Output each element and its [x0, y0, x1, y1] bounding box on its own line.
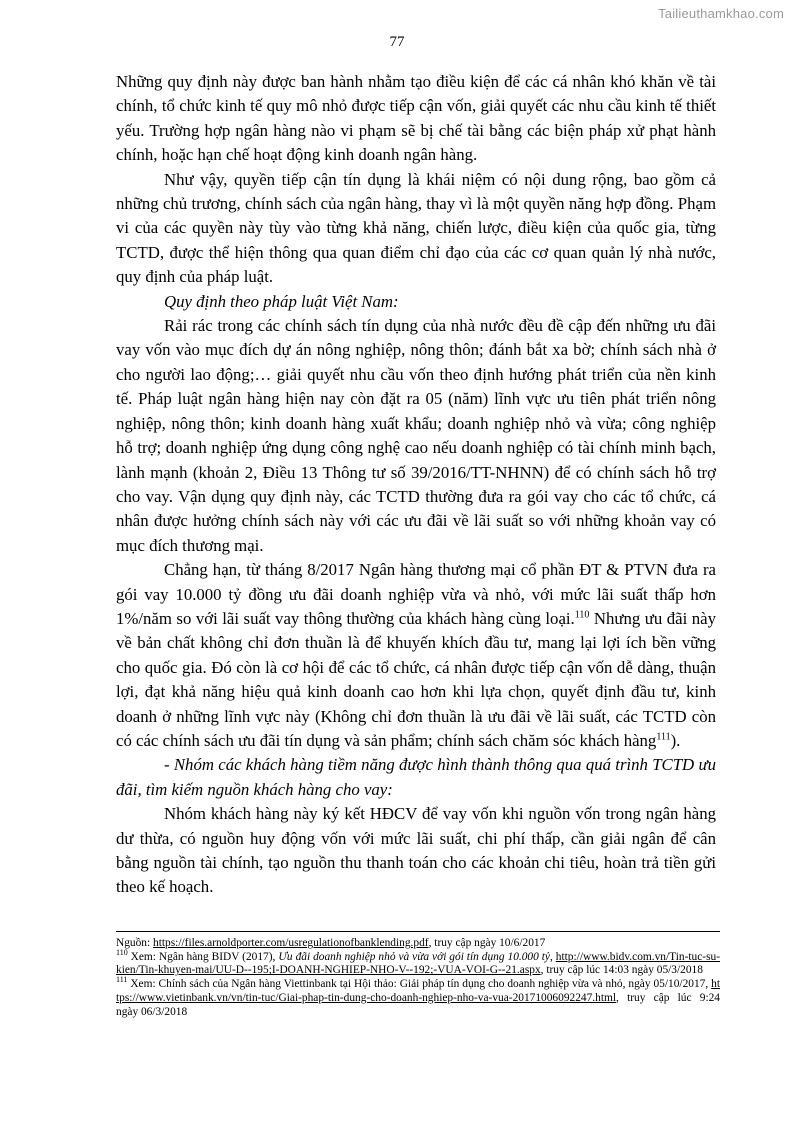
paragraph-4-part-1: Chẳng hạn, từ tháng 8/2017 Ngân hàng thương mại cổ phần ĐT & PTVN đưa ra gói vay 10.000 tỷ đồng ưu đãi doanh nghiệp vừa và nhỏ, với mức lãi suất thấp hơn 1%/năm so với lãi suất vay thông thường của khách hàng cùng loại.: [116, 560, 716, 628]
footnote-source-link[interactable]: https://files.arnoldporter.com/usregulationofbanklending.pdf: [153, 937, 429, 949]
footnote-111-text: Xem: Chính sách của Ngân hàng Viettinbank tại Hội thảo: Giải pháp tín dụng cho doanh nghiệp vừa và nhỏ, ngày 05/10/2017,: [127, 978, 712, 991]
footnote-divider: [116, 931, 720, 932]
page-number: 77: [389, 34, 405, 50]
footnote-ref-111[interactable]: 111: [656, 731, 671, 743]
footnote-111-link[interactable]: https://www.vietinbank.vn/vn/tin-tuc/Giai-phap-tin-dung-cho-doanh-nghiep-nho-va-vua-20171006092247.html: [116, 978, 720, 1004]
footnote-110: [116, 947, 720, 978]
footnote-110-title: Ưu đãi doanh nghiệp nhỏ và vừa với gói tín dụng 10.000 tỷ: [278, 950, 550, 963]
main-text: [116, 70, 716, 900]
paragraph-2: Như vậy, quyền tiếp cận tín dụng là khái niệm có nội dung rộng, bao gồm cả những chủ trương, chính sách của ngân hàng, thay vì là một quyền năng hợp đồng. Phạm vi của các quyền này tùy vào từng khả năng, chiến lược, điều kiện của quốc gia, từng TCTD, được thể hiện thông qua quan điểm chỉ đạo của các cơ quan quản lý nhà nước, quy định của pháp luật.: [116, 169, 716, 287]
paragraph-4-part-3: ).: [670, 730, 681, 750]
footnote-111: [116, 975, 720, 1019]
paragraph-3: Rải rác trong các chính sách tín dụng của nhà nước đều đề cập đến những ưu đãi vay vốn vào mục đích dự án nông nghiệp, nông thôn; đánh bắt xa bờ; chính sách nhà ở cho người lao động;… giải quyết nhu cầu vốn theo định hướng phát triển của nền kinh tế. Pháp luật ngân hàng hiện nay còn đặt ra 05 (năm) lĩnh vực ưu tiên phát triển nông nghiệp, nông thôn; kinh doanh hàng xuất khẩu; doanh nghiệp nhỏ và vừa; công nghiệp hỗ trợ; doanh nghiệp ứng dụng công nghệ cao nếu doanh nghiệp có tài chính minh bạch, lành mạnh (khoản 2, Điều 13 Thông tư số 39/2016/TT-NHNN) để có chính sách hỗ trợ cho vay. Vận dụng quy định này, các TCTD thường đưa ra gói vay cho các tổ chức, cá nhân được hưởng chính sách này với các ưu đãi về lãi suất so với những khoản vay có mục đích thương mại.: [116, 316, 716, 555]
footnote-ref-110[interactable]: 110: [574, 609, 590, 621]
footnote-110-text: Xem: Ngân hàng BIDV (2017),: [127, 950, 279, 963]
footnote-source: [116, 937, 720, 951]
footnote-110-number: 110: [116, 947, 128, 957]
footnote-source-suffix: , truy cập ngày 10/6/2017: [428, 937, 546, 949]
heading-potential-customers: - Nhóm các khách hàng tiềm năng được hình thành thông qua quá trình TCTD ưu đãi, tìm kiếm nguồn khách hàng cho vay:: [116, 755, 716, 799]
paragraph-4: [116, 558, 716, 753]
footnote-111-suffix: , truy cập lúc 9:24 ngày 06/3/2018: [116, 991, 720, 1018]
footnote-111-number: 111: [116, 975, 128, 985]
footnote-source-prefix: Nguồn:: [116, 937, 154, 949]
heading-vietnam-law: Quy định theo pháp luật Việt Nam:: [164, 291, 399, 311]
footnote-110-suffix: , truy cập lúc 14:03 ngày 05/3/2018: [540, 964, 703, 977]
footnote-110-comma: ,: [549, 950, 556, 963]
footnote-110-link[interactable]: http://www.bidv.com.vn/Tin-tuc-su-kien/Tin-khuyen-mai/UU-D--195;I-DOANH-NGHIEP-NHO-V--192;-VUA-VOI-G--21.aspx: [116, 950, 720, 977]
paragraph-4-part-2: Nhưng ưu đãi này về bản chất không chỉ đơn thuần là để khuyến khích đầu tư, mang lại lợi ích bền vững cho quốc gia. Đó còn là cơ hội để các tổ chức, cá nhân được tiếp cận vốn dễ dàng, thuận lợi, đạt khả năng hiệu quả kinh doanh cao hơn khi lựa chọn, quyết định đầu tư, kinh doanh ở những lĩnh vực này (Không chỉ đơn thuần là ưu đãi về lãi suất, các TCTD còn có các chính sách ưu đãi tín dụng và sản phẩm; chính sách chăm sóc khách hàng: [116, 608, 716, 750]
footnotes: [116, 937, 720, 1019]
watermark: Tailieuthamkhao.com: [658, 6, 784, 21]
paragraph-1: Những quy định này được ban hành nhằm tạo điều kiện để các cá nhân khó khăn về tài chính, tổ chức kinh tế quy mô nhỏ được tiếp cận vốn, giải quyết các nhu cầu kinh tế thiết yếu. Trường hợp ngân hàng nào vi phạm sẽ bị chế tài bằng các biện pháp xử phạt hành chính, hoặc hạn chế hoạt động kinh doanh ngân hàng.: [116, 72, 716, 165]
paragraph-5: Nhóm khách hàng này ký kết HĐCV để vay vốn khi nguồn vốn trong ngân hàng dư thừa, có nguồn huy động vốn với mức lãi suất, chi phí thấp, cần giải ngân để cân bằng nguồn tài chính, tạo nguồn thu thanh toán cho các khoản chi tiêu, hoàn trả tiền gửi theo kế hoạch.: [116, 804, 716, 897]
